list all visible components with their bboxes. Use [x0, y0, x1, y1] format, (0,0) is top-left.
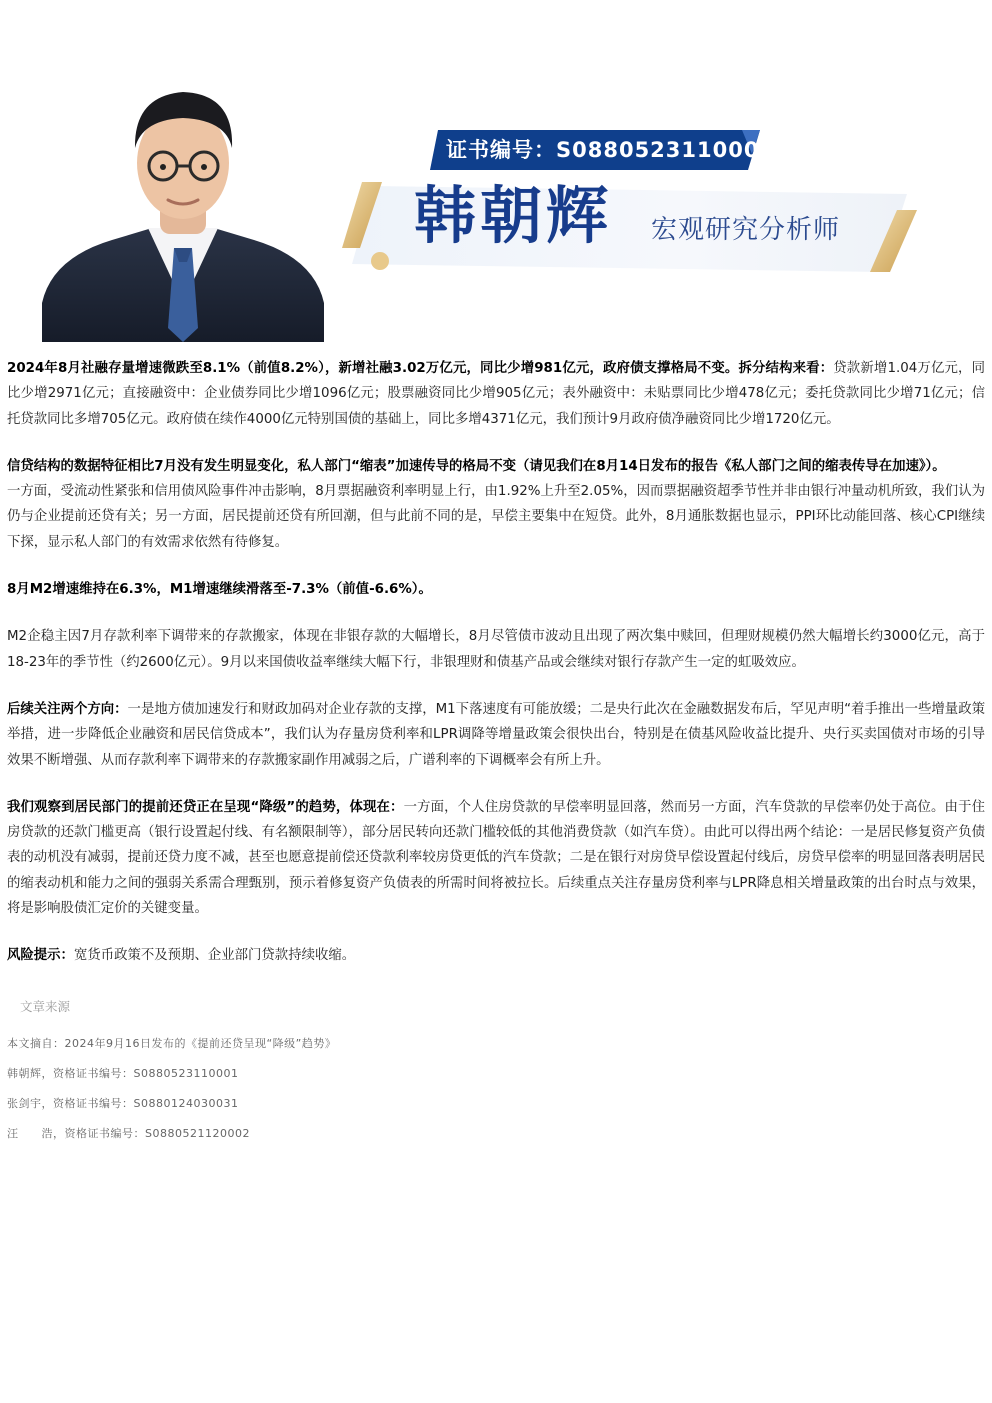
paragraph-lead: 风险提示： [7, 948, 74, 964]
paragraph-text: M2企稳主因7月存款利率下调带来的存款搬家，体现在非银存款的大幅增长，8月尽管债市波动且出现了两次集中赎回，但理财规模仍然大幅增长约3000亿元，高于18-23年的季节性（约2600亿元）。9月以来国债收益率继续大幅下行，非银理财和债基产品或会继续对银行存款产生一定的虹吸效应。 [7, 629, 985, 670]
paragraph-text: 一是地方债加速发行和财政加码对企业存款的支撑，M1下落速度有可能放缓；二是央行此次在金融数据发布后，罕见声明“着手推出一些增量政策举措，进一步降低企业融资和居民信贷成本”，我们认为存量房贷利率和LPR调降等增量政策会很快出台，特别是在债基风险收益比提升、央行买卖国债对市场的引导效果不断增强、从而存款利率下调带来的存款搬家副作用减弱之后，广谱利率的下调概率会有所上升。 [7, 701, 985, 768]
paragraph-social-financing [7, 356, 985, 432]
paragraph-credit-structure [7, 454, 985, 555]
source-line: 汪 浩，资格证书编号：S0880521120002 [7, 1127, 250, 1140]
analyst-portrait [42, 78, 324, 342]
paragraph-text: 贷款新增1.04万亿元，同比少增2971亿元；直接融资中：企业债券同比少增1096亿元；股票融资同比少增905亿元；表外融资中：未贴票同比少增478亿元；委托贷款同比少增71亿元；信托贷款同比多增705亿元。政府债在续作4000亿元特别国债的基础上，同比多增4371亿元，我们预计9月政府债净融资同比少增1720亿元。 [7, 361, 985, 427]
source-title: 文章来源 [20, 999, 71, 1014]
paragraph-lead: 2024年8月社融存量增速微跌至8.1%（前值8.2%），新增社融3.02万亿元，同比少增981亿元，政府债支撑格局不变。拆分结构来看： [7, 361, 834, 376]
article-body [7, 356, 985, 991]
paragraph-text: 一方面，个人住房贷款的早偿率明显回落，然而另一方面，汽车贷款的早偿率仍处于高位。由于住房贷款的还款门槛更高（银行设置起付线、有名额限制等），部分居民转向还款门槛较低的其他消费贷款（如汽车贷）。由此可以得出两个结论：一是居民修复资产负债表的动机没有减弱，提前还贷力度不减，甚至也愿意提前偿还贷款利率较房贷更低的汽车贷款；二是在银行对房贷早偿设置起付线后，房贷早偿率的明显回落表明居民的缩表动机和能力之间的强弱关系需合理甄别，预示着修复资产负债表的所需时间将被拉长。后续重点关注存量房贷利率与LPR降息相关增量政策的出台时点与效果，将是影响股债汇定价的关键变量。 [7, 799, 985, 917]
paragraph-risk [7, 943, 985, 968]
paragraph-outlook [7, 697, 985, 773]
analyst-name: 韩朝辉 [414, 179, 613, 252]
analyst-title: 宏观研究分析师 [651, 215, 841, 245]
paragraph-lead: 后续关注两个方向： [7, 701, 128, 717]
paragraph-prepayment [7, 795, 985, 921]
paragraph-m2-analysis [7, 624, 985, 675]
paragraph-text: 一方面，受流动性紧张和信用债风险事件冲击影响，8月票据融资利率明显上行，由1.92%上升至2.05%，因而票据融资超季节性并非由银行冲量动机所致，我们认为仍与企业提前还贷有关；另一方面，居民提前还贷有所回潮，但与此前不同的是，早偿主要集中在短贷。此外，8月通胀数据也显示，PPI环比动能回落、核心CPI继续下探，显示私人部门的有效需求依然有待修复。 [7, 484, 985, 550]
header-banner [0, 0, 992, 345]
source-line: 本文摘自：2024年9月16日发布的《提前还贷呈现“降级”趋势》 [7, 1037, 337, 1050]
source-line: 张剑宇，资格证书编号：S0880124030031 [7, 1097, 239, 1110]
paragraph-text: 宽货币政策不及预期、企业部门贷款持续收缩。 [73, 948, 356, 964]
cert-number: 证书编号：S0880523110001 [446, 138, 776, 162]
paragraph-lead: 8月M2增速维持在6.3%，M1增速继续滑落至-7.3%（前值-6.6%）。 [7, 582, 432, 598]
paragraph-m2-m1 [7, 577, 985, 602]
article-source [7, 995, 607, 1149]
source-line: 韩朝辉，资格证书编号：S0880523110001 [7, 1067, 239, 1080]
paragraph-lead: 我们观察到居民部门的提前还贷正在呈现“降级”的趋势，体现在： [7, 799, 404, 815]
paragraph-lead: 信贷结构的数据特征相比7月没有发生明显变化，私人部门“缩表”加速传导的格局不变（请见我们在8月14日发布的报告《私人部门之间的缩表传导在加速》）。 [7, 458, 946, 474]
